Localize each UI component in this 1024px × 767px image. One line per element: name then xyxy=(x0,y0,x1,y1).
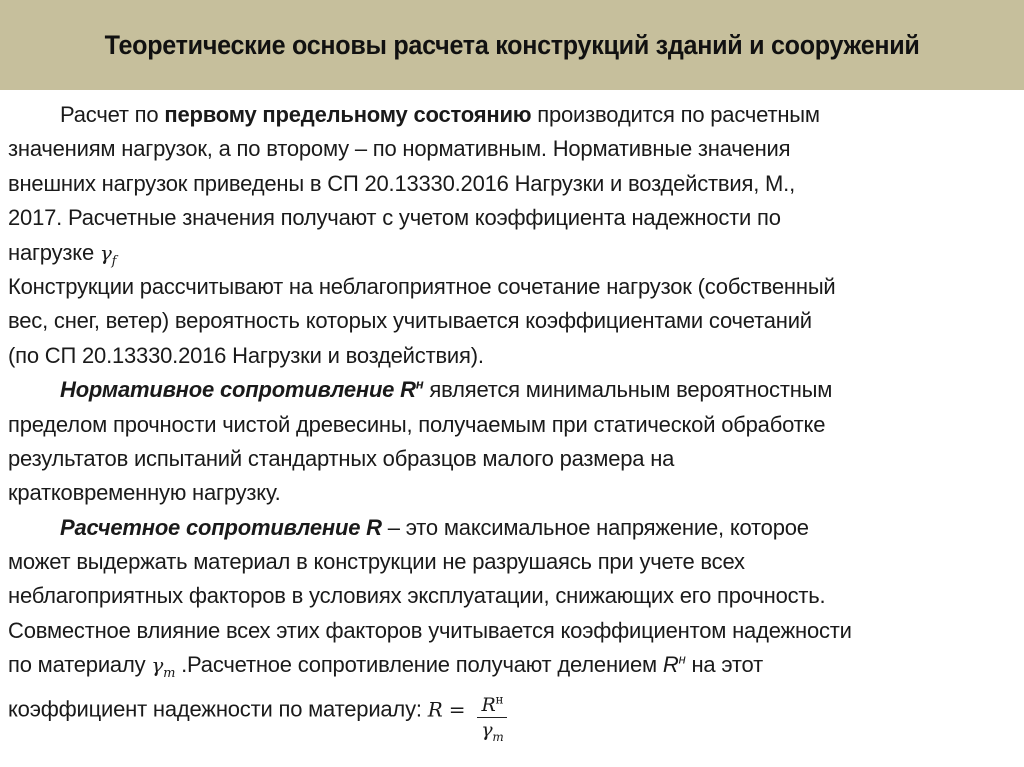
text-line xyxy=(8,648,1018,682)
text-line xyxy=(8,236,1018,270)
text-line: 2017. Расчетные значения получают с учетом коэффициента надежности по xyxy=(8,205,781,231)
text-line: Конструкции рассчитывают на неблагоприятное сочетание нагрузок (собственный xyxy=(8,273,836,299)
text-line: кратковременную нагрузку. xyxy=(8,480,281,506)
slide-body xyxy=(8,98,1018,744)
text-line xyxy=(8,683,1018,744)
text-line: может выдержать материал в конструкции не разрушаясь при учете всех xyxy=(8,549,745,575)
text-line: внешних нагрузок приведены в СП 20.13330.2016 Нагрузки и воздействия, М., xyxy=(8,170,795,196)
text: .Расчетное сопротивление получают делением xyxy=(175,652,663,678)
text-line: результатов испытаний стандартных образцов малого размера на xyxy=(8,445,675,471)
text: коэффициент надежности по материалу: xyxy=(8,696,428,722)
gamma-symbol: γ xyxy=(481,718,493,741)
text: является минимальным вероятностным xyxy=(423,377,833,403)
bold-term: первому предельному состоянию xyxy=(164,102,532,127)
superscript: н xyxy=(678,651,686,667)
gamma-m-formula xyxy=(151,653,176,682)
text-line: неблагоприятных факторов в условиях эксплуатации, снижающих его прочность. xyxy=(8,583,826,609)
text-line: Совместное влияние всех этих факторов учитывается коэффициентом надежности xyxy=(8,617,852,643)
text: по материалу xyxy=(8,652,152,678)
subscript: f xyxy=(111,253,117,269)
text: нагрузке xyxy=(8,239,100,265)
superscript: н xyxy=(415,376,424,392)
text-line: (по СП 20.13330.2016 Нагрузки и воздействия). xyxy=(8,342,484,368)
gamma-f-formula xyxy=(99,240,117,269)
text: производится по расчетным xyxy=(531,102,820,127)
text-line: пределом прочности чистой древесины, получаемым при статической обработке xyxy=(8,411,826,437)
text: на этот xyxy=(685,652,763,678)
bold-italic-term: Нормативное сопротивление R xyxy=(60,377,416,403)
formula-lhs xyxy=(428,697,472,721)
denominator xyxy=(481,718,503,749)
text-line xyxy=(8,98,1018,132)
text-line: вес, снег, ветер) вероятность которых учитывается коэффициентами сочетаний xyxy=(8,308,812,334)
equals-sign: = xyxy=(442,697,472,722)
text-line xyxy=(8,511,1018,545)
r-symbol: R xyxy=(481,693,496,716)
subscript: m xyxy=(492,729,504,744)
text: – это максимальное напряжение, которое xyxy=(381,514,809,540)
slide-title: Теоретические основы расчета конструкций зданий и сооружений xyxy=(104,29,920,60)
r-symbol: R xyxy=(427,697,443,722)
text-line: значениям нагрузок, а по второму – по нормативным. Нормативные значения xyxy=(8,136,791,162)
bold-italic-term: Расчетное сопротивление R xyxy=(60,514,382,540)
italic-symbol: R xyxy=(662,652,679,678)
text-line xyxy=(8,373,1018,407)
subscript: m xyxy=(163,666,176,682)
superscript: н xyxy=(495,692,504,707)
gamma-symbol: γ xyxy=(151,653,164,678)
fraction-formula xyxy=(477,693,507,749)
gamma-symbol: γ xyxy=(99,240,112,265)
text: Расчет по xyxy=(60,102,165,127)
numerator xyxy=(477,693,507,718)
slide-header xyxy=(0,0,1024,90)
